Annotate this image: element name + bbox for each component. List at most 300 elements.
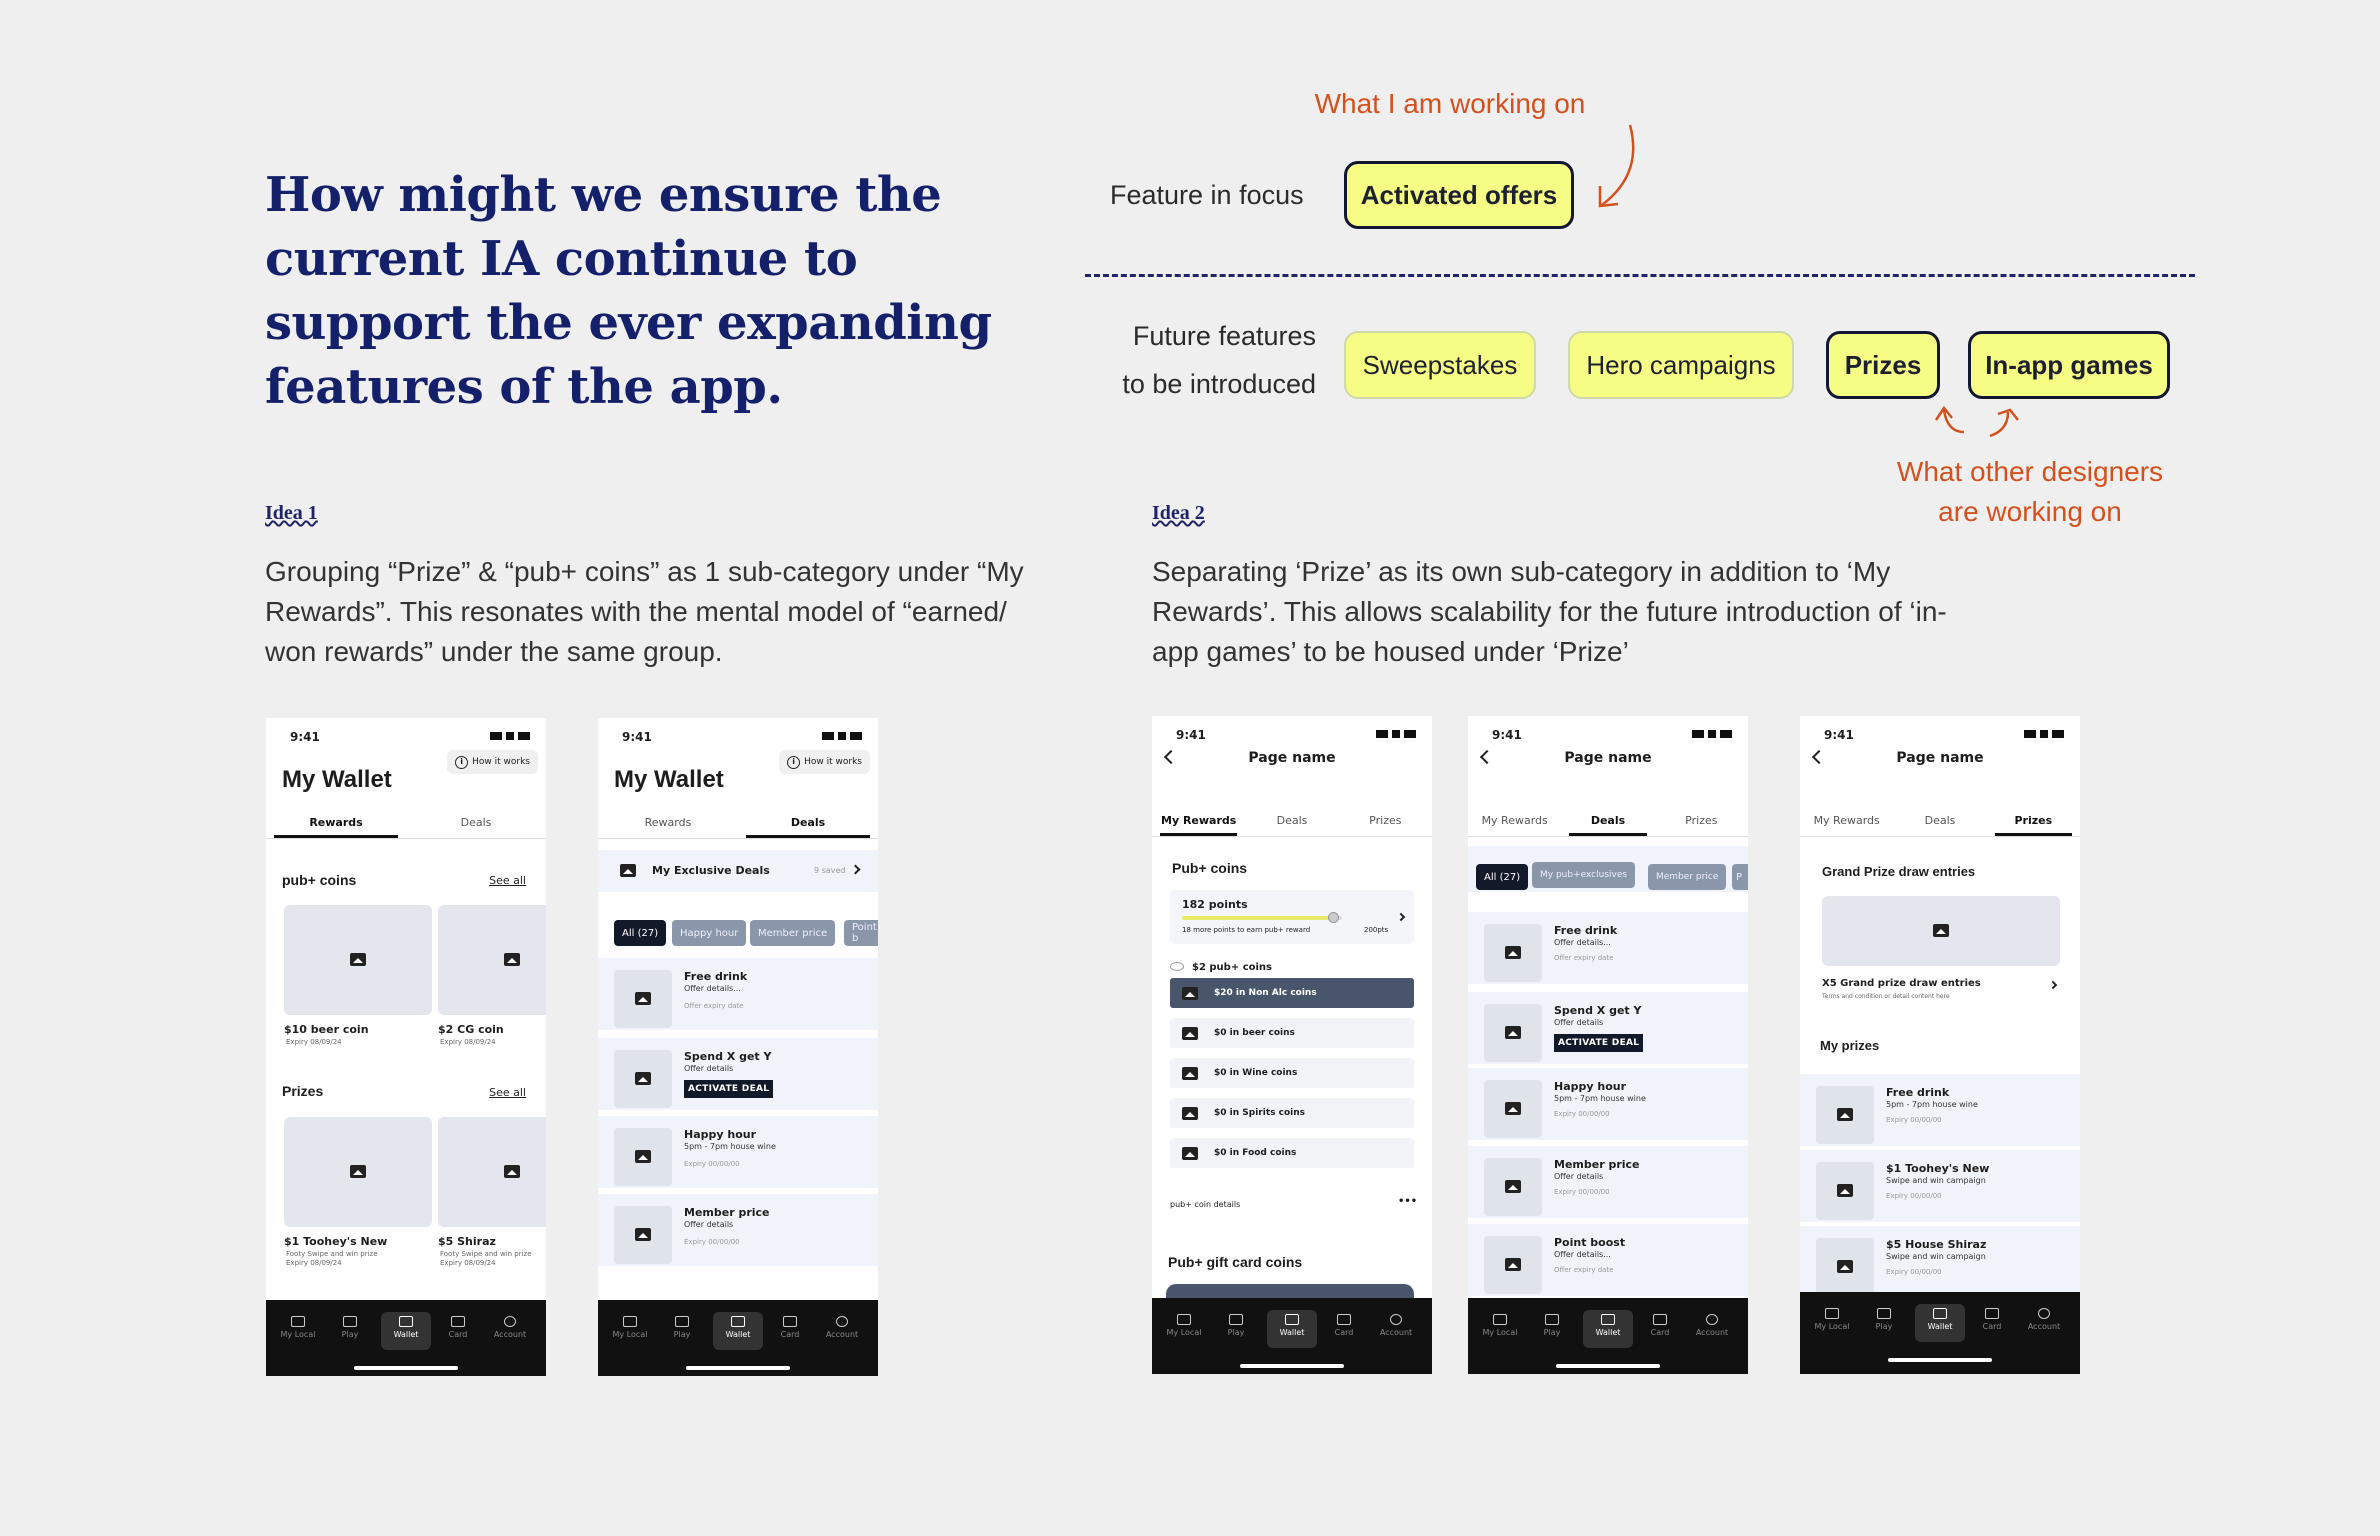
- nav-label: Account: [493, 1330, 527, 1339]
- gift-card-heading: Pub+ gift card coins: [1168, 1254, 1303, 1270]
- status-bar: [598, 718, 878, 754]
- prize-details: 5pm - 7pm house wine: [1886, 1100, 1978, 1109]
- future-label-line1: Future features: [1132, 321, 1316, 351]
- prize-card[interactable]: [438, 1117, 546, 1227]
- home-indicator: [686, 1366, 790, 1370]
- status-bar: [1800, 716, 2080, 752]
- image-icon: [635, 1228, 651, 1241]
- nav-play[interactable]: [1211, 1310, 1261, 1348]
- prize-sub: Footy Swipe and win prize: [286, 1250, 378, 1258]
- bottom-nav: [1800, 1292, 2080, 1374]
- image-icon: [635, 992, 651, 1005]
- bottom-nav: [598, 1300, 878, 1376]
- grand-prize-banner[interactable]: [1822, 896, 2060, 966]
- nav-wallet[interactable]: [1583, 1310, 1633, 1348]
- points-progress-fill: [1182, 916, 1328, 920]
- exclusive-deals-label: My Exclusive Deals: [652, 864, 770, 877]
- account-icon: [2038, 1308, 2050, 1319]
- deal-thumbnail: [1484, 1158, 1542, 1216]
- nav-label: Account: [825, 1330, 859, 1339]
- coin-label: $20 in Non Alc coins: [1214, 988, 1317, 998]
- image-icon: [1933, 924, 1949, 937]
- pub-coins-total: $2 pub+ coins: [1192, 962, 1272, 973]
- nav-my-local[interactable]: [1475, 1310, 1525, 1348]
- tab-prizes[interactable]: Prizes: [1987, 806, 2080, 836]
- image-icon: [620, 864, 636, 877]
- status-icons: [2024, 730, 2062, 738]
- image-icon: [1182, 1107, 1198, 1120]
- prize-thumbnail: [1816, 1086, 1874, 1144]
- chip-pub-exclusives[interactable]: My pub+exclusives: [1532, 862, 1635, 888]
- future-features-label: [1086, 312, 1316, 408]
- nav-my-local[interactable]: [1807, 1304, 1857, 1342]
- status-icons: [1692, 730, 1730, 738]
- deal-thumbnail: [1484, 1004, 1542, 1062]
- nav-label: My Local: [1166, 1328, 1202, 1337]
- points-note: 18 more points to earn pub+ reward: [1182, 926, 1311, 934]
- deal-row[interactable]: [1468, 1068, 1748, 1142]
- deal-title: Spend X get Y: [1554, 1004, 1642, 1017]
- phone-wallet-deals: [598, 718, 878, 1376]
- nav-label: Wallet: [1595, 1328, 1621, 1337]
- deal-details: Offer details: [1554, 1018, 1604, 1027]
- deal-title: Member price: [684, 1206, 770, 1219]
- nav-label: Card: [780, 1330, 800, 1339]
- wallet-icon: [1601, 1314, 1615, 1325]
- nav-label: Play: [1543, 1328, 1561, 1337]
- coin-label: $0 in Spirits coins: [1214, 1108, 1305, 1118]
- image-icon: [635, 1150, 651, 1163]
- chip-all[interactable]: All (27): [614, 920, 666, 946]
- nav-account[interactable]: [1687, 1310, 1737, 1348]
- deal-expiry: Offer expiry date: [1554, 1266, 1614, 1274]
- image-icon: [1182, 987, 1198, 1000]
- play-icon: [1877, 1308, 1891, 1319]
- deal-thumbnail: [614, 970, 672, 1028]
- tab-bar: [598, 808, 878, 838]
- idea2-heading: Idea 2: [1152, 502, 1205, 524]
- deal-row[interactable]: [598, 958, 878, 1032]
- prize-row[interactable]: [1800, 1150, 2080, 1224]
- chip-all[interactable]: All (27): [1476, 864, 1528, 890]
- chevron-right-icon[interactable]: [2049, 981, 2057, 989]
- image-icon: [1505, 1026, 1521, 1039]
- deal-details: Offer details: [684, 1064, 734, 1073]
- entries-terms: Terms and condition or detail content here: [1822, 993, 1950, 1000]
- card-icon: [1985, 1308, 1999, 1319]
- deal-expiry: Offer expiry date: [1554, 954, 1614, 962]
- deal-expiry: Offer expiry date: [684, 1002, 744, 1010]
- prize-sub: Footy Swipe and win prize: [440, 1250, 532, 1258]
- account-icon: [504, 1316, 516, 1327]
- feature-in-focus-label: Feature in focus: [1110, 180, 1304, 210]
- card-icon: [1653, 1314, 1667, 1325]
- tab-deals[interactable]: Deals: [1276, 814, 1308, 827]
- others-annotation: [1860, 452, 2200, 532]
- deal-thumbnail: [1484, 1080, 1542, 1138]
- nav-label: My Local: [1814, 1322, 1850, 1331]
- chip-more[interactable]: P: [1732, 864, 1748, 890]
- points-progress-track: [1182, 916, 1342, 920]
- nav-label: Wallet: [393, 1330, 419, 1339]
- prize-details: Swipe and win campaign: [1886, 1252, 1986, 1261]
- deal-details: Offer details...: [684, 984, 741, 993]
- deal-expiry: Expiry 00/00/00: [684, 1238, 740, 1246]
- status-time: 9:41: [1492, 728, 1522, 742]
- deal-row[interactable]: [1468, 992, 1748, 1066]
- wallet-icon: [1933, 1308, 1947, 1319]
- account-icon: [1390, 1314, 1402, 1325]
- prize-row[interactable]: [1800, 1226, 2080, 1300]
- nav-account[interactable]: [485, 1312, 535, 1350]
- page-name: Page name: [1896, 750, 1984, 766]
- phone-prizes: [1800, 716, 2080, 1374]
- divider: [1085, 274, 2195, 277]
- nav-label: Card: [1982, 1322, 2002, 1331]
- nav-label: Account: [1379, 1328, 1413, 1337]
- deal-expiry: Expiry 00/00/00: [1554, 1188, 1610, 1196]
- nav-play[interactable]: [1859, 1304, 1909, 1342]
- see-all-coins-link[interactable]: See all: [489, 874, 526, 887]
- nav-my-local[interactable]: [1159, 1310, 1209, 1348]
- store-icon: [1177, 1314, 1191, 1325]
- play-icon: [343, 1316, 357, 1327]
- coins-icon: [1170, 962, 1184, 971]
- wallet-icon: [731, 1316, 745, 1327]
- coin-expiry: Expiry 08/09/24: [440, 1038, 496, 1046]
- prize-thumbnail: [1816, 1238, 1874, 1296]
- prize-title: $1 Toohey's New: [284, 1235, 388, 1248]
- status-bar: [1152, 716, 1432, 752]
- tab-bar: [1800, 806, 2080, 836]
- nav-label: Account: [2027, 1322, 2061, 1331]
- tab-prizes[interactable]: Prizes: [1685, 814, 1718, 827]
- tab-separator: [1152, 836, 1432, 837]
- tab-separator: [598, 838, 878, 839]
- nav-label: My Local: [612, 1330, 648, 1339]
- future-label-line2: to be introduced: [1122, 369, 1316, 399]
- store-icon: [623, 1316, 637, 1327]
- hero-campaigns-pill[interactable]: Hero campaigns: [1568, 331, 1794, 399]
- tab-deals[interactable]: Deals: [1924, 814, 1956, 827]
- how-it-works-label: How it works: [804, 757, 862, 767]
- prize-expiry: Expiry 00/00/00: [1886, 1268, 1942, 1276]
- chip-happy-hour[interactable]: Happy hour: [672, 920, 746, 946]
- prize-expiry: Expiry 08/09/24: [286, 1259, 342, 1267]
- nav-play[interactable]: [325, 1312, 375, 1350]
- card-icon: [451, 1316, 465, 1327]
- in-app-games-pill[interactable]: In-app games: [1968, 331, 2170, 399]
- prize-title: $5 House Shiraz: [1886, 1238, 1987, 1251]
- coin-label: $0 in Food coins: [1214, 1148, 1297, 1158]
- deal-details: Offer details: [1554, 1172, 1604, 1181]
- nav-card[interactable]: [1967, 1304, 2017, 1342]
- image-icon: [1837, 1184, 1853, 1197]
- play-icon: [1229, 1314, 1243, 1325]
- idea1-description: Grouping “Prize” & “pub+ coins” as 1 sub-category under “My Rewards”. This resonates with the mental model of “earned/ won rewards” under the same group.: [265, 556, 1024, 667]
- status-time: 9:41: [1176, 728, 1206, 742]
- prize-title: $5 Shiraz: [438, 1235, 496, 1248]
- deal-title: Happy hour: [684, 1128, 757, 1141]
- nav-label: Wallet: [1279, 1328, 1305, 1337]
- nav-label: Play: [673, 1330, 691, 1339]
- home-indicator: [1240, 1364, 1344, 1368]
- nav-play[interactable]: [1527, 1310, 1577, 1348]
- activated-offers-pill[interactable]: Activated offers: [1344, 161, 1574, 229]
- tab-bar: [1468, 806, 1748, 836]
- play-icon: [1545, 1314, 1559, 1325]
- my-prizes-heading: My prizes: [1820, 1038, 1880, 1053]
- image-icon: [350, 1165, 366, 1178]
- nav-card[interactable]: [433, 1312, 483, 1350]
- coin-card[interactable]: [284, 905, 432, 1015]
- nav-wallet[interactable]: [713, 1312, 763, 1350]
- coin-title: $10 beer coin: [284, 1023, 369, 1036]
- prize-title: Free drink: [1886, 1086, 1950, 1099]
- deal-details: 5pm - 7pm house wine: [684, 1142, 776, 1151]
- page-name: Page name: [1564, 750, 1652, 766]
- coin-label: $0 in Wine coins: [1214, 1068, 1298, 1078]
- how-it-works-button[interactable]: [779, 750, 870, 774]
- wallet-icon: [1285, 1314, 1299, 1325]
- bottom-nav: [1468, 1298, 1748, 1374]
- nav-wallet[interactable]: [1267, 1310, 1317, 1348]
- deal-expiry: Expiry 00/00/00: [684, 1160, 740, 1168]
- coin-label: $0 in beer coins: [1214, 1028, 1295, 1038]
- coin-row-beer[interactable]: [1170, 1018, 1414, 1048]
- image-icon: [1837, 1260, 1853, 1273]
- deal-thumbnail: [614, 1128, 672, 1186]
- deal-expiry: Expiry 00/00/00: [1554, 1110, 1610, 1118]
- nav-label: Card: [448, 1330, 468, 1339]
- status-bar: [1468, 716, 1748, 752]
- status-icons: [1376, 730, 1414, 738]
- points-card[interactable]: [1170, 890, 1414, 944]
- wallet-icon: [399, 1316, 413, 1327]
- prize-thumbnail: [1816, 1162, 1874, 1220]
- coin-row-spirits[interactable]: [1170, 1098, 1414, 1128]
- info-icon: i: [455, 756, 468, 769]
- image-icon: [350, 953, 366, 966]
- wallet-title: My Wallet: [614, 766, 724, 793]
- deal-row[interactable]: [598, 1116, 878, 1190]
- prizes-pill[interactable]: Prizes: [1826, 331, 1940, 399]
- exclusive-deals-row[interactable]: [598, 850, 878, 892]
- nav-my-local[interactable]: [273, 1312, 323, 1350]
- status-icons: [490, 732, 528, 740]
- image-icon: [504, 953, 520, 966]
- chip-point-boost[interactable]: Point b: [844, 920, 878, 946]
- activate-deal-button[interactable]: ACTIVATE DEAL: [684, 1080, 773, 1098]
- others-annotation-line1: What other designers: [1896, 456, 2164, 487]
- pub-coins-heading: Pub+ coins: [1172, 860, 1248, 876]
- nav-label: Play: [341, 1330, 359, 1339]
- image-icon: [1505, 1102, 1521, 1115]
- deal-title: Happy hour: [1554, 1080, 1627, 1093]
- activate-deal-button[interactable]: ACTIVATE DEAL: [1554, 1034, 1643, 1052]
- store-icon: [1825, 1308, 1839, 1319]
- deal-details: Offer details...: [1554, 1250, 1611, 1259]
- nav-label: Account: [1695, 1328, 1729, 1337]
- store-icon: [1493, 1314, 1507, 1325]
- coin-row-food[interactable]: [1170, 1138, 1414, 1168]
- idea2-description: Separating ‘Prize’ as its own sub-category in addition to ‘My Rewards’. This allows scalability for the future introduction of ‘in-app games’ to be housed under ‘Prize’: [1152, 556, 1947, 667]
- prize-title: $1 Toohey's New: [1886, 1162, 1990, 1175]
- tab-deals[interactable]: Deals: [460, 816, 492, 829]
- points-value: 182 points: [1182, 898, 1248, 911]
- image-icon: [1837, 1108, 1853, 1121]
- image-icon: [1505, 1180, 1521, 1193]
- focus-annotation: What I am working on: [1314, 88, 1586, 119]
- chevron-right-icon: [851, 865, 861, 875]
- grand-prize-heading: Grand Prize draw entries: [1822, 864, 1976, 879]
- status-time: 9:41: [622, 730, 652, 744]
- nav-wallet[interactable]: [1915, 1304, 1965, 1342]
- tab-separator: [1800, 836, 2080, 837]
- account-icon: [1706, 1314, 1718, 1325]
- nav-my-local[interactable]: [605, 1312, 655, 1350]
- nav-account[interactable]: [817, 1312, 867, 1350]
- how-it-works-button[interactable]: [447, 750, 538, 774]
- tab-bar: [1152, 806, 1432, 836]
- tab-prizes[interactable]: Prizes: [1369, 814, 1402, 827]
- others-annotation-line2: are working on: [1938, 496, 2122, 527]
- image-icon: [635, 1072, 651, 1085]
- play-icon: [675, 1316, 689, 1327]
- tab-separator: [1468, 836, 1748, 837]
- nav-play[interactable]: [657, 1312, 707, 1350]
- prize-details: Swipe and win campaign: [1886, 1176, 1986, 1185]
- phone-my-rewards: [1152, 716, 1432, 1374]
- deal-row[interactable]: [598, 1194, 878, 1268]
- others-arrows: [1920, 402, 2040, 444]
- account-icon: [836, 1316, 848, 1327]
- coin-expiry: Expiry 08/09/24: [286, 1038, 342, 1046]
- deal-details: Offer details: [684, 1220, 734, 1229]
- wallet-title: My Wallet: [282, 766, 392, 793]
- bottom-nav: [1152, 1298, 1432, 1374]
- image-icon: [1505, 1258, 1521, 1271]
- prize-expiry: Expiry 00/00/00: [1886, 1192, 1942, 1200]
- sweepstakes-pill[interactable]: Sweepstakes: [1344, 331, 1536, 399]
- nav-label: Wallet: [1927, 1322, 1953, 1331]
- tab-my-rewards[interactable]: My Rewards: [1481, 814, 1548, 827]
- nav-account[interactable]: [2019, 1304, 2069, 1342]
- deal-title: Free drink: [1554, 924, 1618, 937]
- nav-account[interactable]: [1371, 1310, 1421, 1348]
- prize-row[interactable]: [1800, 1074, 2080, 1148]
- info-icon: i: [787, 756, 800, 769]
- image-icon: [1182, 1147, 1198, 1160]
- phone-deals: [1468, 716, 1748, 1374]
- deal-details: 5pm - 7pm house wine: [1554, 1094, 1646, 1103]
- phone-wallet-rewards: [266, 718, 546, 1376]
- deal-thumbnail: [614, 1206, 672, 1264]
- nav-label: My Local: [1482, 1328, 1518, 1337]
- card-icon: [1337, 1314, 1351, 1325]
- nav-card[interactable]: [1635, 1310, 1685, 1348]
- status-time: 9:41: [290, 730, 320, 744]
- progress-knob: [1328, 912, 1339, 923]
- tab-deals[interactable]: Deals: [1561, 806, 1654, 836]
- image-icon: [1505, 946, 1521, 959]
- prize-expiry: Expiry 00/00/00: [1886, 1116, 1942, 1124]
- image-icon: [1182, 1027, 1198, 1040]
- chevron-right-icon: [1397, 913, 1405, 921]
- entries-count: X5 Grand prize draw entries: [1822, 978, 1981, 989]
- saved-count: 9 saved: [814, 866, 846, 875]
- coin-card[interactable]: [438, 905, 546, 1015]
- coin-details-link[interactable]: pub+ coin details: [1170, 1200, 1241, 1209]
- nav-label: Play: [1875, 1322, 1893, 1331]
- deal-title: Free drink: [684, 970, 748, 983]
- idea1-heading: Idea 1: [265, 502, 318, 524]
- home-indicator: [1556, 1364, 1660, 1368]
- deal-row[interactable]: [1468, 912, 1748, 986]
- nav-card[interactable]: [765, 1312, 815, 1350]
- tab-my-rewards[interactable]: My Rewards: [1152, 806, 1245, 836]
- deal-row[interactable]: [1468, 1146, 1748, 1220]
- deal-thumbnail: [1484, 1236, 1542, 1294]
- deal-details: Offer details...: [1554, 938, 1611, 947]
- more-icon[interactable]: •••: [1398, 1196, 1418, 1207]
- nav-wallet[interactable]: [381, 1312, 431, 1350]
- store-icon: [291, 1316, 305, 1327]
- coin-title: $2 CG coin: [438, 1023, 504, 1036]
- nav-label: Card: [1650, 1328, 1670, 1337]
- page-name: Page name: [1248, 750, 1336, 766]
- tab-my-rewards[interactable]: My Rewards: [1813, 814, 1880, 827]
- card-icon: [783, 1316, 797, 1327]
- deal-row[interactable]: [598, 1038, 878, 1112]
- tab-rewards[interactable]: Rewards: [266, 808, 406, 838]
- tab-rewards[interactable]: Rewards: [644, 816, 692, 829]
- deal-thumbnail: [614, 1050, 672, 1108]
- prizes-heading: Prizes: [282, 1083, 324, 1099]
- deal-thumbnail: [1484, 924, 1542, 982]
- chip-member-price[interactable]: Member price: [1648, 864, 1726, 890]
- status-time: 9:41: [1824, 728, 1854, 742]
- status-bar: [266, 718, 546, 754]
- prize-expiry: Expiry 08/09/24: [440, 1259, 496, 1267]
- bottom-nav: [266, 1300, 546, 1376]
- tab-separator: [266, 838, 546, 839]
- coin-row-wine[interactable]: [1170, 1058, 1414, 1088]
- nav-card[interactable]: [1319, 1310, 1369, 1348]
- see-all-prizes-link[interactable]: See all: [489, 1086, 526, 1099]
- chip-member-price[interactable]: Member price: [750, 920, 835, 946]
- deal-title: Member price: [1554, 1158, 1640, 1171]
- status-icons: [822, 732, 860, 740]
- deal-title: Point boost: [1554, 1236, 1626, 1249]
- tab-deals[interactable]: Deals: [738, 808, 878, 838]
- pub-coins-heading: pub+ coins: [282, 872, 357, 888]
- image-icon: [1182, 1067, 1198, 1080]
- deal-title: Spend X get Y: [684, 1050, 772, 1063]
- home-indicator: [354, 1366, 458, 1370]
- how-it-works-label: How it works: [472, 757, 530, 767]
- coin-row-non-alc[interactable]: [1170, 978, 1414, 1008]
- image-icon: [504, 1165, 520, 1178]
- focus-arrow: [1590, 120, 1640, 212]
- nav-label: Wallet: [725, 1330, 751, 1339]
- deal-row[interactable]: [1468, 1224, 1748, 1298]
- points-max: 200pts: [1364, 926, 1389, 934]
- page-title: How might we ensure the current IA continue to support the ever expanding features of the app.: [265, 167, 992, 415]
- prize-card[interactable]: [284, 1117, 432, 1227]
- home-indicator: [1888, 1358, 1992, 1362]
- nav-label: Card: [1334, 1328, 1354, 1337]
